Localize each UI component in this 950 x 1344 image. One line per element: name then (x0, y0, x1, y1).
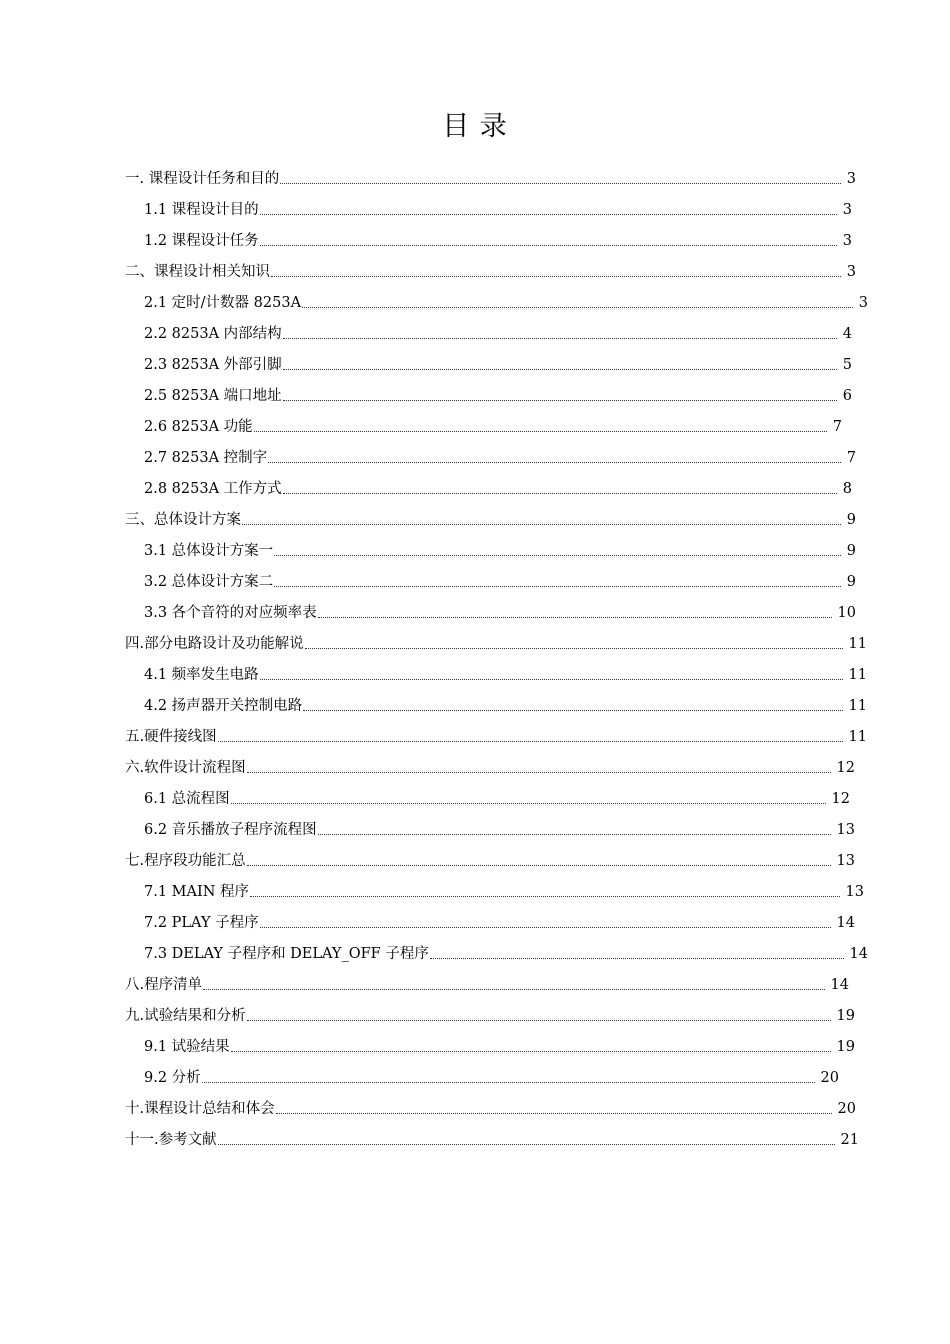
page-title: 目 录 (442, 111, 508, 142)
toc-entry-page: 5 (842, 357, 852, 373)
toc-leader-dots (218, 741, 843, 742)
toc-leader-dots (260, 679, 843, 680)
toc-leader-dots (254, 431, 827, 432)
toc-entry-label: 2.6 8253A 功能 (144, 419, 253, 435)
toc-entry-label: 1.1 课程设计目的 (144, 202, 259, 218)
toc-entry-label: 一. 课程设计任务和目的 (125, 171, 280, 187)
toc-entry-label: 2.7 8253A 控制字 (144, 450, 268, 466)
toc-entry-label: 2.1 定时/计数器 8253A (144, 295, 302, 311)
toc-leader-dots (318, 617, 832, 618)
toc-entry-label: 六.软件设计流程图 (125, 760, 246, 776)
toc-entry-label: 3.1 总体设计方案一 (144, 543, 274, 559)
toc-entry-page: 9 (846, 574, 856, 590)
toc-entry-page: 7 (832, 419, 842, 435)
toc-entry-label: 九.试验结果和分析 (125, 1008, 246, 1024)
toc-entry-label: 3.3 各个音符的对应频率表 (144, 605, 317, 621)
toc-entry[interactable] (144, 228, 852, 250)
toc-leader-dots (283, 400, 837, 401)
toc-entry-label: 7.2 PLAY 子程序 (144, 915, 259, 931)
toc-entry[interactable] (144, 538, 856, 560)
toc-entry-page: 9 (846, 543, 856, 559)
toc-entry[interactable] (144, 321, 852, 343)
toc-entry-page: 3 (846, 264, 856, 280)
toc-entry-label: 十.课程设计总结和体会 (125, 1101, 275, 1117)
toc-leader-dots (242, 524, 841, 525)
toc-entry-page: 3 (846, 171, 856, 187)
toc-entry-label: 七.程序段功能汇总 (125, 853, 246, 869)
toc-leader-dots (260, 214, 837, 215)
toc-entry[interactable] (144, 352, 852, 374)
toc-entry-label: 十一.参考文献 (125, 1132, 217, 1148)
toc-entry-label: 1.2 课程设计任务 (144, 233, 259, 249)
toc-leader-dots (260, 927, 831, 928)
toc-entry-page: 13 (845, 884, 864, 900)
toc-entry[interactable] (144, 879, 864, 901)
toc-leader-dots (202, 1082, 815, 1083)
toc-entry-label: 2.5 8253A 端口地址 (144, 388, 282, 404)
toc-entry-page: 12 (836, 760, 855, 776)
toc-entry-label: 9.1 试验结果 (144, 1039, 230, 1055)
toc-entry-label: 二、课程设计相关知识 (125, 264, 270, 280)
toc-leader-dots (203, 989, 824, 990)
toc-entry[interactable] (125, 1096, 856, 1118)
toc-leader-dots (247, 1020, 831, 1021)
toc-entry[interactable] (144, 1065, 839, 1087)
toc-leader-dots (283, 369, 837, 370)
toc-entry-page: 14 (849, 946, 868, 962)
toc-entry-page: 3 (842, 233, 852, 249)
toc-entry[interactable] (144, 786, 850, 808)
toc-entry-label: 2.8 8253A 工作方式 (144, 481, 282, 497)
toc-leader-dots (231, 1051, 831, 1052)
toc-entry[interactable] (144, 445, 856, 467)
toc-entry-label: 2.3 8253A 外部引脚 (144, 357, 282, 373)
toc-entry[interactable] (144, 600, 856, 622)
toc-entry[interactable] (125, 259, 856, 281)
toc-leader-dots (218, 1144, 835, 1145)
toc-leader-dots (260, 245, 837, 246)
toc-entry-label: 7.1 MAIN 程序 (144, 884, 250, 900)
toc-entry-page: 9 (846, 512, 856, 528)
toc-entry[interactable] (125, 755, 855, 777)
toc-entry[interactable] (144, 197, 852, 219)
toc-leader-dots (247, 865, 831, 866)
toc-leader-dots (318, 834, 831, 835)
toc-entry-page: 20 (837, 1101, 856, 1117)
toc-leader-dots (280, 183, 841, 184)
toc-entry-label: 4.1 频率发生电路 (144, 667, 259, 683)
toc-entry[interactable] (144, 383, 852, 405)
toc-entry[interactable] (144, 414, 842, 436)
toc-entry[interactable] (125, 848, 855, 870)
toc-entry-label: 9.2 分析 (144, 1070, 201, 1086)
toc-leader-dots (305, 648, 843, 649)
toc-entry-page: 4 (842, 326, 852, 342)
toc-entry[interactable] (144, 476, 852, 498)
toc-entry-label: 6.1 总流程图 (144, 791, 230, 807)
toc-entry-page: 10 (837, 605, 856, 621)
toc-leader-dots (302, 307, 853, 308)
toc-entry[interactable] (125, 1003, 855, 1025)
toc-leader-dots (274, 586, 841, 587)
toc-entry[interactable] (125, 507, 856, 529)
toc-leader-dots (283, 338, 837, 339)
toc-leader-dots (303, 710, 842, 711)
toc-entry-page: 20 (820, 1070, 839, 1086)
toc-entry[interactable] (144, 290, 868, 312)
toc-leader-dots (274, 555, 841, 556)
toc-entry-page: 7 (846, 450, 856, 466)
toc-entry[interactable] (144, 941, 868, 963)
toc-entry-page: 8 (842, 481, 852, 497)
toc-leader-dots (271, 276, 841, 277)
toc-entry-label: 四.部分电路设计及功能解说 (125, 636, 304, 652)
toc-entry-page: 13 (836, 822, 855, 838)
toc-entry-page: 6 (842, 388, 852, 404)
toc-entry-label: 7.3 DELAY 子程序和 DELAY_OFF 子程序 (144, 946, 429, 962)
toc-entry-label: 2.2 8253A 内部结构 (144, 326, 282, 342)
toc-entry[interactable] (144, 569, 856, 591)
toc-entry[interactable] (144, 693, 867, 715)
toc-entry-label: 3.2 总体设计方案二 (144, 574, 274, 590)
toc-entry-page: 11 (848, 729, 867, 745)
toc-entry[interactable] (125, 1127, 859, 1149)
toc-entry-label: 6.2 音乐播放子程序流程图 (144, 822, 317, 838)
toc-entry[interactable] (125, 166, 856, 188)
toc-leader-dots (283, 493, 837, 494)
toc-entry[interactable] (144, 1034, 855, 1056)
toc-entry-page: 14 (836, 915, 855, 931)
table-of-contents (0, 160, 950, 1160)
toc-entry-page: 14 (830, 977, 849, 993)
toc-leader-dots (276, 1113, 832, 1114)
toc-entry[interactable] (144, 817, 855, 839)
toc-leader-dots (247, 772, 831, 773)
toc-entry-page: 21 (840, 1132, 859, 1148)
toc-entry-page: 11 (848, 667, 867, 683)
toc-entry-label: 三、总体设计方案 (125, 512, 241, 528)
toc-entry[interactable] (125, 972, 849, 994)
toc-entry[interactable] (125, 631, 867, 653)
toc-entry-page: 3 (858, 295, 868, 311)
toc-entry-page: 11 (848, 698, 867, 714)
toc-entry-page: 3 (842, 202, 852, 218)
toc-entry-page: 19 (836, 1039, 855, 1055)
toc-entry-label: 4.2 扬声器开关控制电路 (144, 698, 303, 714)
toc-entry[interactable] (144, 910, 855, 932)
toc-leader-dots (268, 462, 841, 463)
toc-entry-label: 八.程序清单 (125, 977, 203, 993)
toc-entry-page: 13 (836, 853, 855, 869)
toc-entry[interactable] (125, 724, 867, 746)
toc-entry[interactable] (144, 662, 867, 684)
toc-entry-page: 11 (848, 636, 867, 652)
toc-leader-dots (250, 896, 840, 897)
toc-entry-label: 五.硬件接线图 (125, 729, 217, 745)
toc-entry-page: 12 (831, 791, 850, 807)
toc-entry-page: 19 (836, 1008, 855, 1024)
toc-leader-dots (231, 803, 826, 804)
toc-leader-dots (430, 958, 844, 959)
